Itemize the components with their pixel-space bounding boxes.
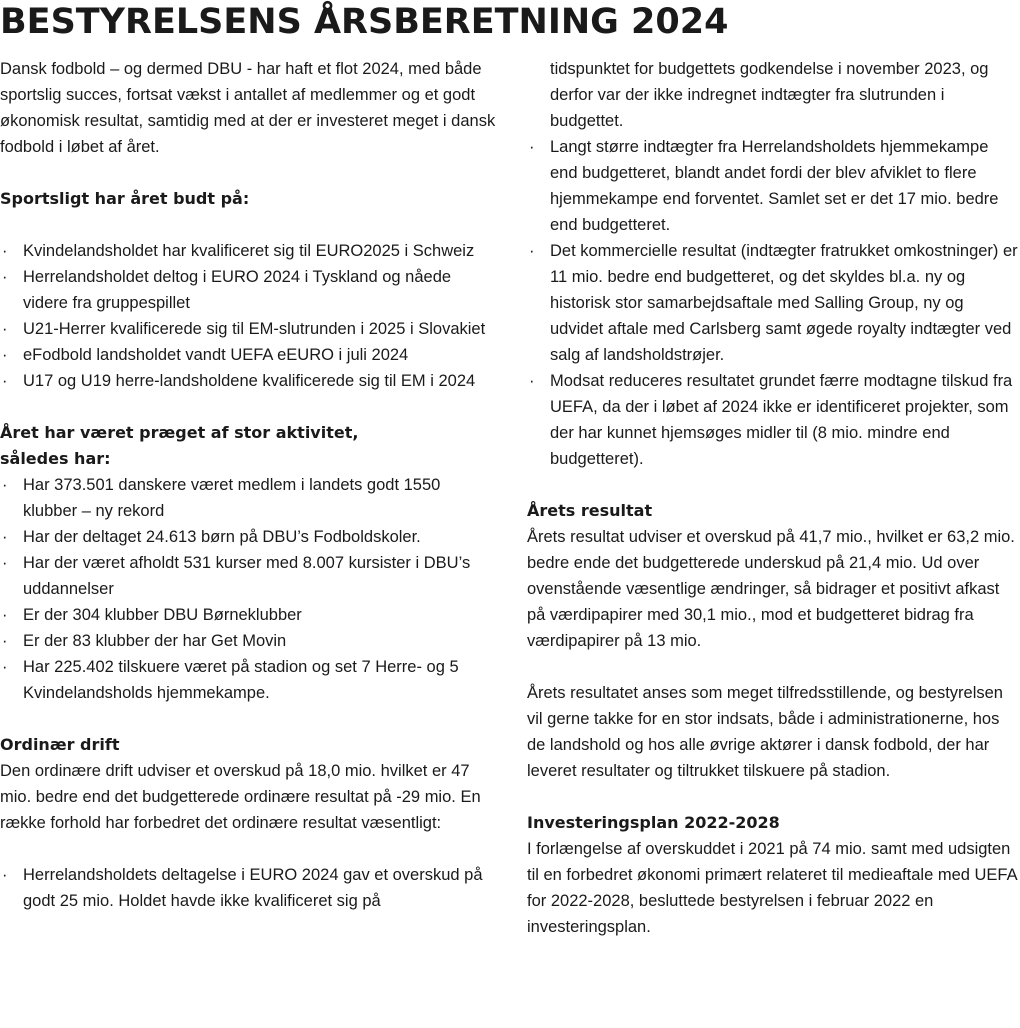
list-item: · Det kommercielle resultat (indtægter fratrukket omkostninger) er 11 mio. bedre end budgetteret, og det skyldes bl.a. ny og historisk stor samarbejdsaftale med Salling Group, ny og udvidet aftale med Carlsberg samt øgede royalty indtægter ved salg af landsholdstrøjer.	[527, 238, 1020, 368]
activity-heading	[0, 420, 498, 472]
list-item: · Har der deltaget 24.613 børn på DBU’s Fodboldskoler.	[0, 524, 498, 550]
ordinary-paragraph: Den ordinære drift udviser et overskud på 18,0 mio. hvilket er 47 mio. bedre end det budgetterede ordinære resultat på -29 mio. En række forhold har forbedret det ordinære resultat væsentligt:	[0, 762, 481, 832]
sports-list	[0, 238, 498, 394]
activity-list	[0, 472, 498, 706]
list-item: · eFodbold landsholdet vandt UEFA eEURO i juli 2024	[0, 342, 498, 368]
list-item: · Er der 304 klubber DBU Børneklubber	[0, 602, 498, 628]
left-column	[0, 56, 498, 914]
intro-paragraph: Dansk fodbold – og dermed DBU - har haft et flot 2024, med både sportslig succes, fortsat vækst i antallet af medlemmer og et godt økonomisk resultat, samtidig med at der er investeret meget i dansk fodbold i løbet af året.	[0, 60, 496, 156]
list-item: · Har 225.402 tilskuere været på stadion og set 7 Herre- og 5 Kvindelandsholds hjemmekampe.	[0, 654, 498, 706]
list-item	[0, 862, 498, 914]
list-item: · Kvindelandsholdet har kvalificeret sig til EURO2025 i Schweiz	[0, 238, 498, 264]
ordinary-item-1-start: Herrelandsholdets deltagelse i EURO 2024 gav et overskud på godt 25 mio. Holdet havde ikke kvalificeret sig på	[23, 866, 483, 910]
list-item: · Har 373.501 danskere været medlem i landets godt 1550 klubber – ny rekord	[0, 472, 498, 524]
list-item: · Herrelandsholdet deltog i EURO 2024 i Tyskland og nåede videre fra gruppespillet	[0, 264, 498, 316]
right-column	[527, 56, 1020, 940]
activity-heading-line2: således har:	[0, 449, 111, 468]
investment-heading: Investeringsplan 2022-2028	[527, 813, 780, 832]
sports-heading: Sportsligt har året budt på:	[0, 189, 250, 208]
list-item: · U17 og U19 herre-landsholdene kvalificerede sig til EM i 2024	[0, 368, 498, 394]
result-paragraph-1: Årets resultat udviser et overskud på 41,7 mio., hvilket er 63,2 mio. bedre ende det budgetterede underskud på 21,4 mio. Ud over ovenstående væsentlige ændringer, så bidrager et positivt afkast på værdipapirer med 30,1 mio., mod et budgetteret bidrag fra værdipapirer på 13 mio.	[527, 528, 1015, 650]
list-item: · Har der været afholdt 531 kurser med 8.007 kursister i DBU’s uddannelser	[0, 550, 498, 602]
investment-paragraph: I forlængelse af overskuddet i 2021 på 74 mio. samt med udsigten til en forbedret økonomi primært relateret til medieaftale med UEFA for 2022-2028, besluttede bestyrelsen i februar 2022 en investeringsplan.	[527, 840, 1017, 936]
ordinary-list-part1	[0, 862, 498, 914]
list-item: · U21-Herrer kvalificerede sig til EM-slutrunden i 2025 i Slovakiet	[0, 316, 498, 342]
list-item: · Er der 83 klubber der har Get Movin	[0, 628, 498, 654]
ordinary-heading: Ordinær drift	[0, 735, 120, 754]
list-item-continued	[527, 56, 1020, 134]
activity-heading-line1: Året har været præget af stor aktivitet,	[0, 423, 359, 442]
ordinary-item-1-end: tidspunktet for budgettets godkendelse i november 2023, og derfor var der ikke indregnet indtægter fra slutrunden i budgettet.	[550, 60, 989, 130]
list-item: · Modsat reduceres resultatet grundet færre modtagne tilskud fra UEFA, da der i løbet af 2024 ikke er identificeret projekter, som der har kunnet hjemsøges midler til (8 mio. mindre end budgetteret).	[527, 368, 1020, 472]
ordinary-list-part2	[527, 56, 1020, 472]
page-title: BESTYRELSENS ÅRSBERETNING 2024	[0, 2, 729, 42]
result-heading: Årets resultat	[527, 501, 653, 520]
result-paragraph-2: Årets resultatet anses som meget tilfredsstillende, og bestyrelsen vil gerne takke for en stor indsats, både i administrationerne, hos de landshold og hos alle øvrige aktører i dansk fodbold, der har leveret resultater og tiltrukket tilskuere på stadion.	[527, 684, 1003, 780]
list-item: · Langt større indtægter fra Herrelandsholdets hjemmekampe end budgetteret, blandt andet fordi der blev afviklet to flere hjemmekampe end forventet. Samlet set er det 17 mio. bedre end budgetteret.	[527, 134, 1020, 238]
